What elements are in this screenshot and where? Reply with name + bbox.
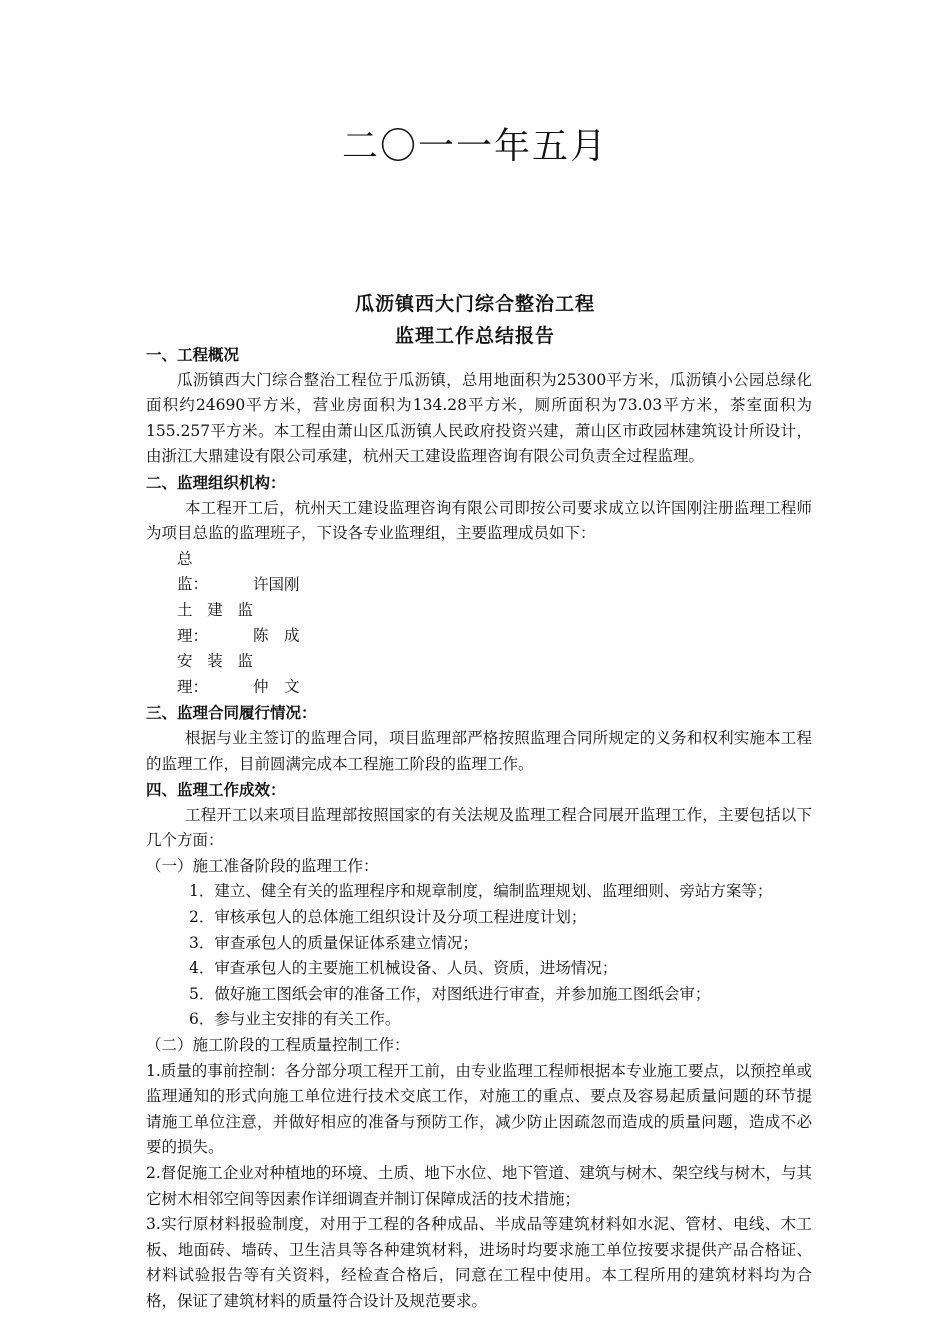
- report-title-line1: 瓜沥镇西大门综合整治工程: [354, 293, 595, 315]
- section-heading-contract: 三、监理合同履行情况：: [146, 703, 317, 723]
- subsection-heading-quality: （二）施工阶段的工程质量控制工作：: [146, 1036, 410, 1055]
- list-item: 2．审核承包人的总体施工组织设计及分项工程进度计划；: [189, 908, 587, 927]
- section-text-overview: 瓜沥镇西大门综合整治工程位于瓜沥镇，总用地面积为25300平方米，瓜沥镇小公园总绿化面积约24690平方米，营业房面积为134.28平方米，厕所面积为73.03平方米，茶室面积为155.257平方米。本工程由萧山区瓜沥镇人民政府投资兴建，萧山区市政园林建筑设计所设计，由浙江大鼎建设有限公司承建，杭州天工建设监理咨询有限公司负责全过程监理。: [146, 370, 812, 466]
- section-heading-organization: 二、监理组织机构：: [146, 472, 286, 492]
- section-text-organization: 本工程开工后，杭州天工建设监理咨询有限公司即按公司要求成立以许国刚注册监理工程师为项目总监的监理班子，下设各专业监理组，主要监理成员如下：: [146, 498, 812, 543]
- staff-name: 许国刚: [253, 575, 300, 594]
- section-heading-overview: 一、工程概况: [146, 345, 240, 364]
- subsection-heading-preparation: （一）施工准备阶段的监理工作：: [146, 856, 379, 875]
- staff-name: 仲 文: [253, 677, 300, 696]
- report-title-line2: 监理工作总结报告: [394, 325, 555, 347]
- list-item: 3．审查承包人的质量保证体系建立情况；: [189, 933, 478, 952]
- list-item: 1．建立、健全有关的监理程序和规章制度，编制监理规划、监理细则、旁站方案等；: [189, 882, 773, 901]
- section-heading-results: 四、监理工作成效：: [146, 780, 286, 800]
- cover-date: 二〇一一年五月: [341, 126, 608, 167]
- staff-row: [146, 649, 812, 700]
- staff-name: 陈 成: [253, 626, 300, 645]
- quality-item: 3.实行原材料报验制度，对用于工程的各种成品、半成品等建筑材料如水泥、管材、电线、木工板、地面砖、墙砖、卫生洁具等各种建筑材料，进场时均要求施工单位按要求提供产品合格证、材料试验报告等有关资料，经检查合格后，同意在工程中使用。本工程所用的建筑材料均为合格，保证了建筑材料的质量符合设计及规范要求。: [146, 1215, 812, 1310]
- list-item: 6．参与业主安排的有关工作。: [189, 1010, 401, 1029]
- report-body: [146, 342, 812, 1315]
- list-item: 5．做好施工图纸会审的准备工作，对图纸进行审查，并参加施工图纸会审；: [189, 984, 711, 1003]
- quality-item: 1.质量的事前控制：各分部分项工程开工前，由专业监理工程师根据本专业施工要点，以预控单或监理通知的形式向施工单位进行技术交底工作，对施工的重点、要点及容易起质量问题的环节提请施工单位注意，并做好相应的准备与预防工作，减少防止因疏忽而造成的质量问题，造成不必要的损失。: [146, 1061, 812, 1157]
- staff-label: 总 监：: [177, 549, 224, 594]
- section-text-contract: 根据与业主签订的监理合同，项目监理部严格按照监理合同所规定的义务和权利实施本工程的监理工作，目前圆满完成本工程施工阶段的监理工作。: [146, 728, 812, 773]
- staff-row: [146, 547, 812, 598]
- staff-label: 安装监理：: [177, 652, 253, 696]
- list-item: 4．审查承包人的主要施工机械设备、人员、资质，进场情况；: [189, 959, 618, 978]
- quality-item: 2.督促施工企业对种植地的环境、土质、地下水位、地下管道、建筑与树木、架空线与树木，与其它树木相邻空间等因素作详细调查并制订保障成活的技术措施；: [146, 1164, 812, 1208]
- section-text-results: 工程开工以来项目监理部按照国家的有关法规及监理工程合同展开监理工作，主要包括以下几个方面：: [146, 805, 812, 850]
- staff-row: [146, 598, 812, 649]
- staff-label: 土建监理：: [177, 600, 253, 645]
